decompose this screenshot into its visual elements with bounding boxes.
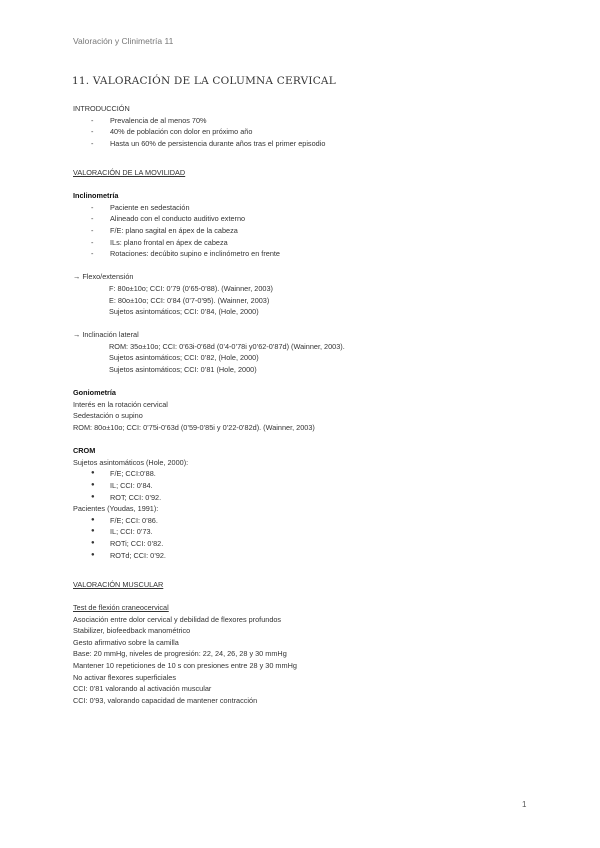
muscular-line: Mantener 10 repeticiones de 10 s con presiones entre 28 y 30 mmHg [73,660,297,670]
flexo-line: Sujetos asintomáticos; CCI: 0’84, (Hole, 2000) [109,307,259,317]
inclinacion-line: Sujetos asintomáticos; CCI: 0’81 (Hole, 2000) [109,365,257,375]
inclinometria-heading: Inclinometría [73,191,119,201]
list-item: ● F/E; CCI:0’88. [91,469,156,479]
list-item: - F/E: plano sagital en ápex de la cabeza [91,225,238,235]
inclinacion-line: Sujetos asintomáticos; CCI: 0’82, (Hole, 2000) [109,353,259,363]
crom-pac-label: Pacientes (Youdas, 1991): [73,504,159,514]
list-item: ● ROTd; CCI: 0’92. [91,550,166,560]
page-content [73,103,553,706]
list-item: - ILs: plano frontal en ápex de cabeza [91,237,228,247]
muscular-line: Asociación entre dolor cervical y debilidad de flexores profundos [73,614,282,624]
flexo-label: → Flexo/extensión [73,272,134,282]
muscular-line: Stabilizer, biofeedback manométrico [73,626,191,636]
goniometria-heading: Goniometría [73,388,116,398]
list-item: - Alineado con el conducto auditivo externo [91,214,246,224]
crom-heading: CROM [73,446,96,456]
list-item: - Hasta un 60% de persistencia durante años tras el primer episodio [91,138,326,148]
crom-asint-label: Sujetos asintomáticos (Hole, 2000): [73,457,189,467]
list-item: - 40% de población con dolor en próximo año [91,127,253,137]
inclinacion-line: ROM: 35o±10o; CCI: 0’63i-0’68d (0’4-0’78i y0’62-0’87d) (Wainner, 2003). [109,341,345,351]
muscular-line: No activar flexores superficiales [73,672,177,682]
goniometria-line: Interés en la rotación cervical [73,399,168,409]
list-item: - Rotaciones: decúbito supino e inclinómetro en frente [91,249,280,259]
flexo-line: F: 80o±10o; CCI: 0’79 (0’65-0’88). (Wainner, 2003) [109,283,273,293]
flexo-line: E: 80o±10o; CCI: 0’84 (0’7-0’95). (Wainner, 2003) [109,295,270,305]
page-number: 1 [522,800,527,809]
intro-heading: INTRODUCCIÓN [73,104,130,113]
goniometria-line: Sedestación o supino [73,411,143,421]
muscular-line: Gesto afirmativo sobre la camilla [73,637,179,647]
list-item: ● ROT; CCI: 0’92. [91,492,162,502]
list-item: - Paciente en sedestación [91,202,190,212]
muscular-line: CCI: 0’93, valorando capacidad de mantener contracción [73,695,258,705]
list-item: ● ROTi; CCI: 0’82. [91,538,164,548]
movilidad-heading: VALORACIÓN DE LA MOVILIDAD [73,167,186,177]
test-heading: Test de flexión craneocervical [73,602,169,612]
section-title: 11. VALORACIÓN DE LA COLUMNA CERVICAL [72,75,336,87]
list-item: ● IL; CCI: 0’84. [91,481,153,490]
muscular-line: Base: 20 mmHg, niveles de progresión: 22, 24, 26, 28 y 30 mmHg [73,649,287,659]
muscular-line: CCI: 0’81 valorando al activación muscular [73,684,212,694]
page-header: Valoración y Clinimetría 11 [73,36,174,46]
goniometria-line: ROM: 80o±10o; CCI: 0’75i-0’63d (0’59-0’85i y 0’22-0’82d). (Wainner, 2003) [73,423,315,433]
list-item: ● IL; CCI: 0’73. [91,527,153,537]
muscular-heading: VALORACIÓN MUSCULAR [73,579,164,589]
inclinacion-label: → Inclinación lateral [73,330,139,340]
list-item: ● F/E; CCI: 0’86. [91,515,158,525]
list-item: - Prevalencia de al menos 70% [91,115,207,125]
